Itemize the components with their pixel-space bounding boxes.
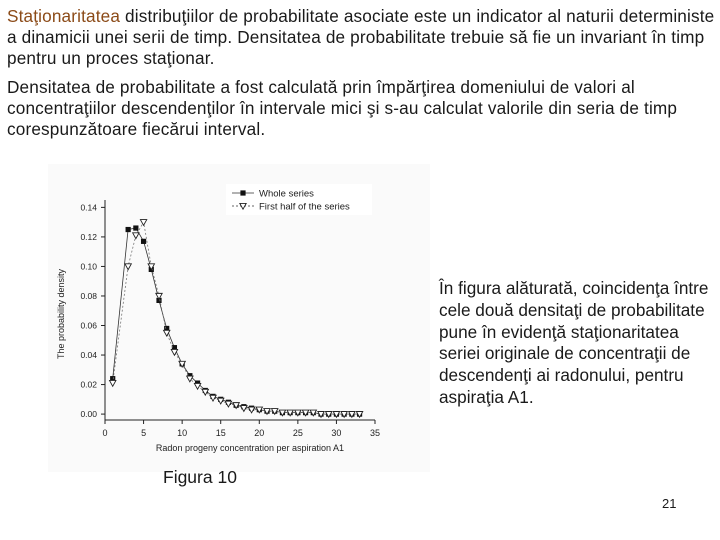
y-tick-label: 0.04 — [80, 350, 97, 361]
legend-label: Whole series — [259, 188, 314, 200]
page-number: 21 — [662, 496, 677, 511]
x-tick-label: 30 — [331, 428, 342, 438]
x-tick-label: 25 — [292, 428, 303, 438]
y-axis-label: The probability density — [56, 268, 66, 360]
paragraph-stationarity-text: distribuţiilor de probabilitate asociate este un indicator al naturii deterministe a dinamicii unei serii de timp. Densitatea de probabilitate trebuie să fie un invariant în timp pentru un proces staţionar. — [7, 6, 715, 68]
legend-label: First half of the series — [259, 201, 350, 213]
x-tick-label: 35 — [369, 428, 381, 438]
y-tick-label: 0.00 — [80, 409, 97, 420]
figure-caption: Figura 10 — [163, 467, 237, 487]
legend-marker-square — [240, 190, 245, 195]
y-tick-label: 0.12 — [80, 231, 97, 242]
x-tick-label: 5 — [141, 428, 147, 438]
y-tick-label: 0.02 — [80, 379, 97, 390]
x-axis-label: Radon progeny concentration per aspiration A1 — [155, 443, 345, 453]
chart-legend — [226, 184, 372, 215]
figure-description: În figura alăturată, coincidenţa între cele două densitaţi de probabilitate pune în evidenţă staţionaritatea seriei originale de concentraţii de descendenţi ai radonului, pentru aspiraţia A1. — [439, 278, 709, 407]
x-tick-label: 0 — [102, 428, 108, 438]
x-tick-label: 20 — [254, 428, 265, 438]
paragraph-method: Densitatea de probabilitate a fost calculată prin împărţirea domeniului de valori al concentraţiilor descendenţilor în intervale mici şi s-au calculat valorile din seria de timp corespunzătoare fiecărui interval. — [7, 77, 678, 139]
data-point-square — [126, 227, 131, 232]
x-tick-label: 10 — [177, 428, 188, 438]
y-tick-label: 0.08 — [80, 290, 97, 301]
data-point-square — [141, 239, 146, 244]
y-tick-label: 0.10 — [80, 261, 97, 272]
x-tick-label: 15 — [215, 428, 226, 438]
highlight-term: Staţionaritatea — [7, 6, 121, 26]
y-tick-label: 0.06 — [80, 320, 97, 331]
data-point-square — [133, 225, 138, 230]
probability-density-chart — [48, 164, 430, 472]
probability-density-figure — [48, 164, 430, 472]
paragraph-stationarity — [7, 6, 717, 69]
y-tick-label: 0.14 — [80, 202, 97, 213]
